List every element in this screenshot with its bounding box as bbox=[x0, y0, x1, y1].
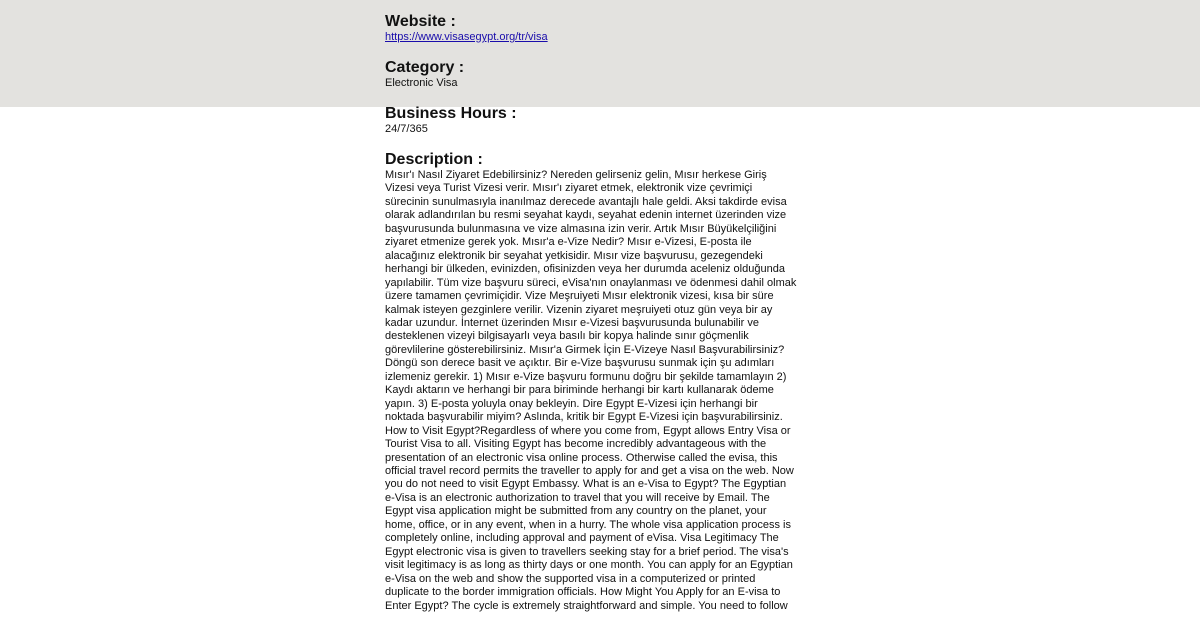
description-line: Egypt electronic visa is given to travellers seeking stay for a brief period. The visa's bbox=[385, 545, 789, 558]
description-line: How to Visit Egypt?Regardless of where you come from, Egypt allows Entry Visa or bbox=[385, 424, 791, 437]
website-heading: Website : bbox=[385, 13, 456, 30]
website-link[interactable]: https://www.visasegypt.org/tr/visa bbox=[385, 31, 548, 43]
description-line: alacağınız elektronik bir seyahat yetkisidir. Mısır vize başvurusu, gezegendeki bbox=[385, 249, 763, 262]
description-line: üzere tamamen çevrimiçidir. Vize Meşruiyeti Mısır elektronik vizesi, kısa bir süre bbox=[385, 290, 774, 303]
category-heading: Category : bbox=[385, 59, 465, 76]
description-line: sürecinin sunulmasıyla inanılmaz derecede avantajlı hale geldi. Aksi takdirde evisa bbox=[385, 195, 787, 208]
business-hours-heading: Business Hours : bbox=[385, 105, 517, 122]
description-line: desteklenen vizeyi bilgisayarlı veya basılı bir kopya halinde sınır göçmenlik bbox=[385, 330, 749, 343]
category-value: Electronic Visa bbox=[385, 77, 458, 89]
description-line: Egypt visa application might be submitted from any country on the planet, your bbox=[385, 505, 767, 518]
description-line: görevlilerine gösterebilirsiniz. Mısır'a Girmek İçin E-Vizeye Nasıl Başvurabilirsiniz? bbox=[385, 343, 785, 356]
description-line: e-Visa on the web and show the supported visa in a computerized or printed bbox=[385, 572, 756, 585]
description-line: yapılabilir. Tüm vize başvuru süreci, eVisa'nın onaylanması ve ödenmesi dahil olmak bbox=[385, 276, 797, 289]
description-line: izlemeniz gerekir. 1) Mısır e-Vize başvuru formunu doğru bir şekilde tamamlayın 2) bbox=[385, 370, 787, 383]
description-line: duplicate to the border immigration officials. How Might You Apply for an E-visa to bbox=[385, 586, 781, 599]
description-line: Vizesi veya Turist Vizesi verir. Mısır'ı ziyaret etmek, elektronik vize çevrimiçi bbox=[385, 182, 753, 195]
description-text bbox=[385, 169, 845, 613]
description-line: official travel record permits the traveller to apply for and get a visa on the web. Now bbox=[385, 464, 794, 477]
description-line: Tourist Visa to all. Visiting Egypt has become incredibly advantageous with the bbox=[385, 438, 767, 451]
description-line: visit legitimacy is as long as thirty days or one month. You can apply for an Egyptian bbox=[385, 559, 793, 572]
description-line: başvurusunda bulunmasına ve vize almasına izin verir. Artık Mısır Büyükelçiliğini bbox=[385, 222, 777, 235]
business-hours-value: 24/7/365 bbox=[385, 123, 428, 135]
description-line: Enter Egypt? The cycle is extremely straightforward and simple. You need to follow bbox=[385, 599, 788, 612]
description-line: herhangi bir ülkeden, evinizden, ofisinizden veya her durumda aceleniz olduğunda bbox=[385, 263, 785, 276]
description-heading: Description : bbox=[385, 151, 483, 168]
description-line: ziyaret etmenize gerek yok. Mısır'a e-Vize Nedir? Mısır e-Vizesi, E-posta ile bbox=[385, 236, 752, 249]
description-line: noktada başvurabilir miyim? Aslında, kritik bir Egypt E-Vizesi için başvurabilirsiniz. bbox=[385, 411, 783, 424]
description-line: olarak adlandırılan bu resmi seyahat kaydı, seyahat edenin internet üzerinden vize bbox=[385, 209, 787, 222]
description-line: Kaydı aktarın ve herhangi bir para biriminde herhangi bir kartı kullanarak ödeme bbox=[385, 384, 774, 397]
description-line: kalmak isteyen gezginlere verilir. Vizenin ziyaret meşruiyeti otuz gün veya bir ay bbox=[385, 303, 773, 316]
description-line: home, office, or in any event, when in a hurry. The whole visa application process is bbox=[385, 518, 791, 531]
description-line: yapın. 3) E-posta yoluyla onay bekleyin. Dire Egypt E-Vizesi için herhangi bir bbox=[385, 397, 758, 410]
description-line: completely online, including approval and payment of eVisa. Visa Legitimacy The bbox=[385, 532, 779, 545]
description-line: kadar uzundur. İnternet üzerinden Mısır e-Vizesi başvurusunda bulunabilir ve bbox=[385, 316, 760, 329]
business-details bbox=[385, 12, 845, 613]
description-line: you do not need to visit Egypt Embassy. What is an e-Visa to Egypt? The Egyptian bbox=[385, 478, 787, 491]
description-line: presentation of an electronic visa online process. Otherwise called the evisa, this bbox=[385, 451, 778, 464]
description-line: e-Visa is an electronic authorization to travel that you will receive by Email. The bbox=[385, 491, 770, 504]
description-line: Döngü son derece basit ve açıktır. Bir e-Vize başvurusu sunmak için şu adımları bbox=[385, 357, 775, 370]
description-line: Mısır'ı Nasıl Ziyaret Edebilirsiniz? Nereden gelirseniz gelin, Mısır herkese Giriş bbox=[385, 169, 767, 181]
